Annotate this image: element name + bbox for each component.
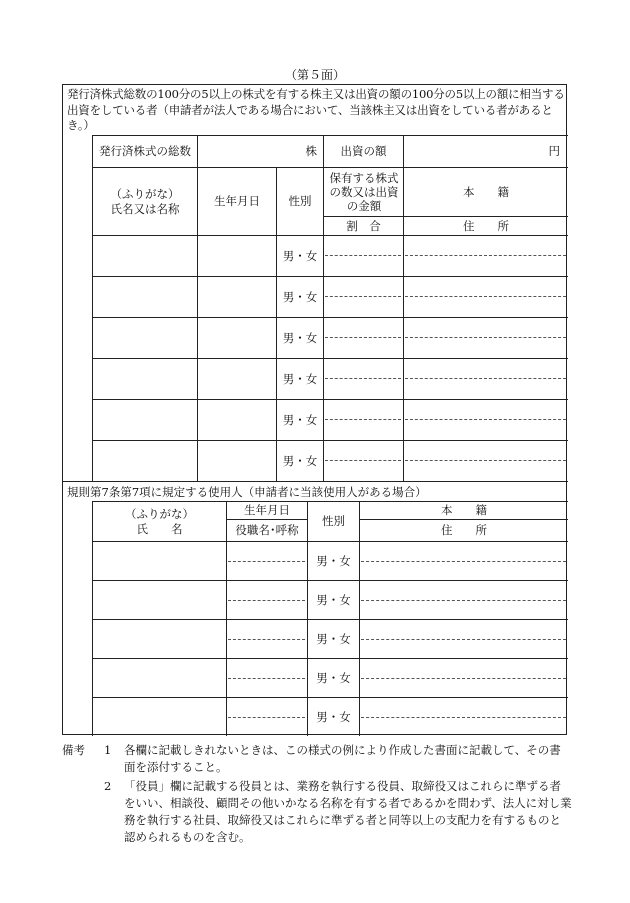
grid-line: [92, 276, 568, 277]
s2-domicile-label: 本 籍: [441, 503, 487, 517]
sex-cell[interactable]: 男・女: [282, 453, 318, 468]
dashed-line: [228, 639, 305, 640]
note-text: 各欄に記載しきれないときは、この様式の例により作成した書面に記載して、その書面を添付すること。: [124, 743, 561, 774]
s2-sex-cell[interactable]: 男・女: [316, 670, 351, 685]
s2-name-kana-label: （ふりがな）: [125, 506, 194, 521]
dashed-line: [325, 255, 401, 256]
s2-birth-label: 生年月日: [244, 503, 290, 517]
dashed-line: [361, 639, 566, 640]
dashed-line: [361, 561, 566, 562]
grid-line: [323, 135, 324, 481]
grid-line: [92, 235, 568, 236]
s2-sex-label: 性別: [322, 514, 345, 528]
dashed-line: [325, 378, 401, 379]
note-item: [62, 778, 572, 846]
shares-unit: 株: [305, 144, 317, 158]
dashed-line: [228, 717, 305, 718]
dashed-line: [405, 419, 566, 420]
grid-line: [92, 358, 568, 359]
dashed-line: [405, 337, 566, 338]
domicile-label: 本 籍: [463, 184, 509, 199]
note-number: 1: [104, 743, 112, 757]
note-text: 「役員」欄に記載する役員とは、業務を執行する役員、取締役又はこれらに準ずる者をいい、相談役、顧問その他いかなる名称を有する者であるかを問わず、法人に対し業務を執行する社員、取締役又はこれらに準ずる者と同等以上の支配力を有するものと認められるものを含む。: [124, 779, 572, 844]
name-header: [93, 168, 197, 235]
sex-cell[interactable]: 男・女: [282, 248, 318, 263]
dashed-line: [405, 378, 566, 379]
notes-label: 備考: [62, 743, 85, 757]
grid-line: [92, 399, 568, 400]
s2-position-label: 役職名･呼称: [235, 523, 299, 537]
sex-cell[interactable]: 男・女: [282, 330, 318, 345]
address-label: 住 所: [463, 218, 509, 233]
grid-line: [92, 440, 568, 441]
page-label: （第５面）: [284, 68, 345, 82]
capital-label: 出資の額: [340, 144, 387, 158]
sex-cell[interactable]: 男・女: [282, 289, 318, 304]
grid-line: [92, 317, 568, 318]
dashed-line: [325, 460, 401, 461]
dashed-line: [405, 296, 566, 297]
s2-name-header: [93, 502, 226, 541]
total-shares-label: 発行済株式の総数: [99, 144, 191, 158]
dashed-line: [325, 296, 401, 297]
grid-line: [63, 481, 568, 482]
dashed-line: [361, 600, 566, 601]
name-kana-label: （ふりがな）: [110, 186, 180, 201]
section2-title: 規則第7条第7項に規定する使用人（申請者に当該使用人がある場合）: [67, 485, 427, 499]
s2-address-label: 住 所: [441, 523, 487, 537]
dashed-line: [325, 337, 401, 338]
s2-sex-cell[interactable]: 男・女: [316, 631, 351, 646]
dashed-line: [325, 419, 401, 420]
dashed-line: [361, 678, 566, 679]
section1-intro: 発行済株式総数の100分の5以上の株式を有する株主又は出資の額の100分の5以上の額に相当する出資をしている者（申請者が法人である場合において、当該株主又は出資をしている者があるとき。）: [67, 87, 565, 132]
holding-label: 保有する株式の数又は出資の金額: [329, 171, 399, 213]
yen-unit: 円: [548, 144, 560, 158]
dashed-line: [361, 717, 566, 718]
sex-cell[interactable]: 男・女: [282, 371, 318, 386]
dashed-line: [228, 600, 305, 601]
ratio-label: 割 合: [346, 218, 381, 233]
dashed-line: [228, 678, 305, 679]
sex-label: 性別: [288, 194, 312, 208]
dashed-line: [405, 460, 566, 461]
s2-sex-cell[interactable]: 男・女: [316, 592, 351, 607]
s2-sex-cell[interactable]: 男・女: [316, 709, 351, 724]
note-number: 2: [104, 779, 112, 793]
sex-cell[interactable]: 男・女: [282, 412, 318, 427]
note-item: [62, 742, 572, 776]
dashed-line: [405, 255, 566, 256]
s2-sex-cell[interactable]: 男・女: [316, 553, 351, 568]
dashed-line: [228, 561, 305, 562]
shareholder-form: [62, 84, 567, 735]
name-label: 氏名又は名称: [110, 201, 180, 216]
birth-label: 生年月日: [214, 194, 260, 208]
notes-section: [62, 742, 572, 846]
s2-name-label: 氏 名: [136, 521, 183, 536]
